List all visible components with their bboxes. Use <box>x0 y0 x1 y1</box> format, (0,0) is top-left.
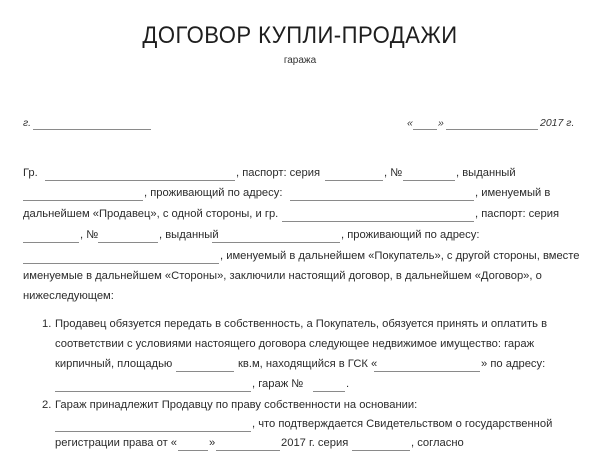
seller-passport-series-blank[interactable] <box>325 180 383 181</box>
buyer-name-blank[interactable] <box>282 221 474 222</box>
ownership-basis-blank[interactable] <box>55 431 251 432</box>
buyer-passport-number-blank[interactable] <box>98 242 158 243</box>
item-number: 2. <box>42 399 52 411</box>
cert-day-blank[interactable] <box>178 450 208 451</box>
buyer-address-blank[interactable] <box>23 263 219 264</box>
item1-text: » по адресу: <box>481 358 546 370</box>
garage-address-blank[interactable] <box>55 391 251 392</box>
item2-text: регистрации права от « <box>55 437 178 449</box>
place-blank[interactable] <box>33 129 151 130</box>
preamble-text: , проживающий по адресу: <box>341 229 480 241</box>
date-month-blank[interactable] <box>446 129 538 130</box>
cert-month-blank[interactable] <box>216 450 280 451</box>
preamble-text: дальнейшем «Продавец», с одной стороны, и гр. <box>23 208 279 220</box>
item2-text: , что подтверждается Свидетельством о государственной <box>252 418 553 430</box>
item1-text: Продавец обязуется передать в собственность, а Покупатель, обязуется принять и оплатить в <box>55 318 548 330</box>
date-year: 2017 г. <box>540 117 575 129</box>
item2-text: » <box>209 437 216 449</box>
buyer-passport-issuer-blank[interactable] <box>212 242 340 243</box>
garage-area-blank[interactable] <box>176 371 234 372</box>
item-number: 1. <box>42 318 52 330</box>
document-subtitle: гаража <box>283 55 317 66</box>
preamble-text: , проживающий по адресу: <box>144 187 283 199</box>
item2-text: , согласно <box>411 437 464 449</box>
garage-number-blank[interactable] <box>313 391 345 392</box>
preamble-text: нижеследующем: <box>23 290 114 302</box>
document-title: ДОГОВОР КУПЛИ-ПРОДАЖИ <box>142 22 458 49</box>
cert-series-blank[interactable] <box>352 450 410 451</box>
preamble-text: , № <box>384 167 403 179</box>
item1-text: кирпичный, площадью <box>55 358 173 370</box>
seller-name-blank[interactable] <box>45 180 235 181</box>
preamble-text: , именуемый в дальнейшем «Покупатель», с другой стороны, вместе <box>220 250 580 262</box>
item1-text: , гараж № <box>252 378 304 390</box>
buyer-passport-series-blank[interactable] <box>23 242 79 243</box>
item2-text: Гараж принадлежит Продавцу по праву собственности на основании: <box>55 399 418 411</box>
preamble-text: , выданный <box>456 167 516 179</box>
seller-address-blank[interactable] <box>290 200 474 201</box>
item1-text: . <box>346 378 350 390</box>
date-close-quote: » <box>438 117 444 129</box>
preamble-text: , паспорт: серия <box>236 167 321 179</box>
preamble-text: , паспорт: серия <box>475 208 560 220</box>
gsk-name-blank[interactable] <box>374 371 480 372</box>
date-open-quote: « <box>407 117 413 129</box>
preamble-text: именуемые в дальнейшем «Стороны», заключили настоящий договор, в дальнейшем «Договор», о <box>23 270 542 282</box>
preamble-text: , № <box>80 229 99 241</box>
seller-passport-issuer-blank[interactable] <box>23 200 143 201</box>
date-day-blank[interactable] <box>413 129 437 130</box>
place-prefix: г. <box>23 117 32 129</box>
seller-passport-number-blank[interactable] <box>403 180 455 181</box>
preamble-text: , выданный <box>159 229 219 241</box>
item1-text: соответствии с условиями настоящего договора следующее недвижимое имущество: гараж <box>55 338 535 350</box>
preamble-text: , именуемый в <box>475 187 551 199</box>
preamble-text: Гр. <box>23 167 38 179</box>
item1-text: кв.м, находящийся в ГСК « <box>238 358 378 370</box>
item2-text: 2017 г. серия <box>281 437 349 449</box>
